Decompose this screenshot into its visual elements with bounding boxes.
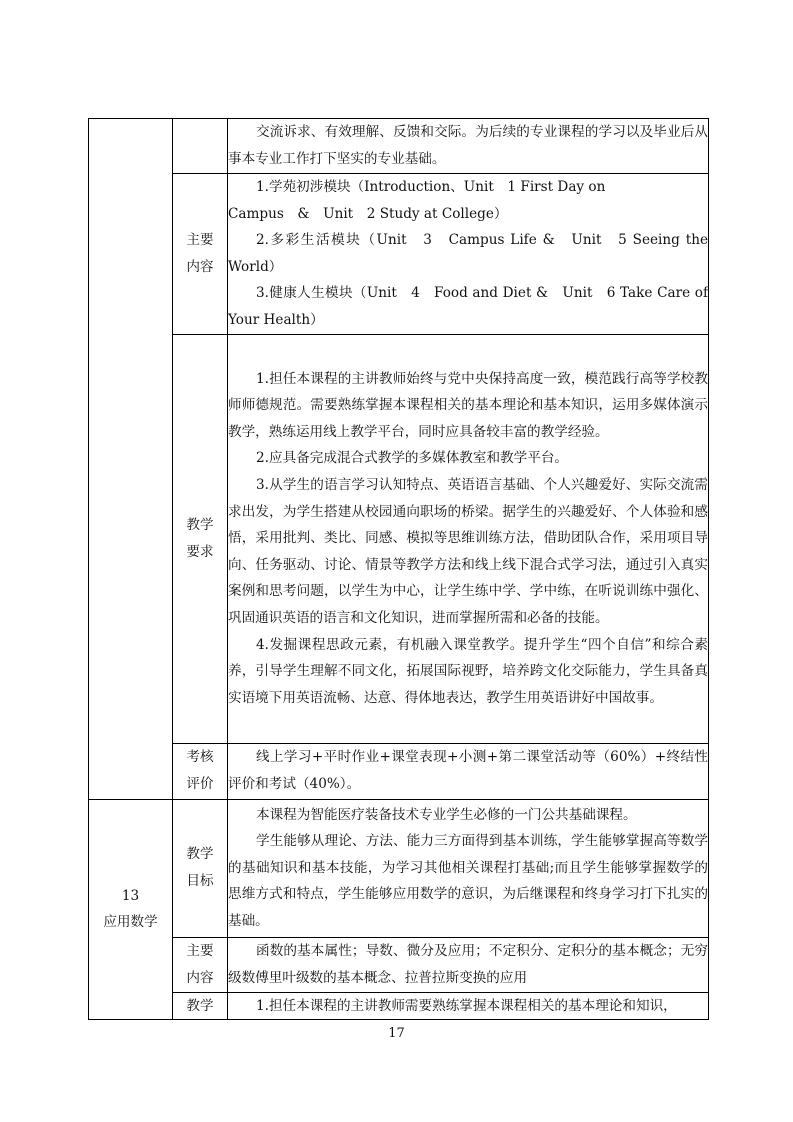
content-item-3: 3.健康人生模块（Unit 4 Food and Diet & Unit 6 Take Care of Your Health）: [228, 285, 708, 328]
content-label-line2: 内容: [186, 258, 214, 275]
content-label-line1: 主要: [186, 232, 214, 249]
course-cell-empty: [89, 119, 173, 800]
teaching-paragraph-2: 2.应具备完成混合式教学的多媒体教室和教学平台。: [256, 450, 569, 467]
content-item-1a: 1.学苑初涉模块（Introduction、Unit 1 First Day on: [256, 179, 606, 195]
content-label-cell: [173, 174, 228, 335]
goal-text-cell: [228, 799, 709, 937]
course-name: 应用数学: [103, 914, 158, 931]
math-teach-label: 教学: [186, 997, 214, 1014]
assessment-text-cell: [228, 743, 709, 799]
table-row: [89, 334, 709, 743]
assessment-label-line2: 评价: [186, 776, 214, 793]
assessment-label-cell: [173, 743, 228, 799]
teaching-paragraph-4: 4.发掘课程思政元素，有机融入课堂教学。提升学生“四个自信”和综合素养，引导学生理解不同文化，拓展国际视野，培养跨文化交际能力，学生具备真实语境下用英语流畅、达意、得体地表达，教学生用英语讲好中国故事。: [228, 636, 708, 706]
goal-label-line2: 目标: [186, 873, 214, 890]
content-item-1b: Campus & Unit 2 Study at College）: [228, 205, 508, 222]
continued-text: 交流诉求、有效理解、反馈和交际。为后续的专业课程的学习以及毕业后从事本专业工作打下坚实的专业基础。: [228, 124, 708, 167]
table-row: [89, 937, 709, 992]
math-content-text: 函数的基本属性；导数、微分及应用；不定积分、定积分的基本概念；无穷级数傅里叶级数的基本概念、拉普拉斯变换的应用: [228, 942, 708, 986]
math-content-text-cell: [228, 937, 709, 992]
goal-paragraph-1: 本课程为智能医疗装备技术专业学生必修的一门公共基础课程。: [256, 806, 637, 823]
table-row: [89, 174, 709, 335]
label-cell-empty: [173, 119, 228, 174]
teaching-label-line1: 教学: [186, 516, 214, 533]
teaching-label-line2: 要求: [186, 543, 214, 560]
teaching-text-cell: [228, 334, 709, 743]
table-row: [89, 119, 709, 174]
math-content-label-cell: [173, 937, 228, 992]
goal-paragraph-2: 学生能够从理论、方法、能力三方面得到基本训练，学生能够掌握高等数学的基础知识和基本技能，为学习其他相关课程打基础;而且学生能够掌握数学的思维方式和特点，学生能够应用数学的意识，为后继课程和终身学习打下扎实的基础。: [228, 833, 708, 929]
goal-label-cell: [173, 799, 228, 937]
math-teach-label-cell: [173, 992, 228, 1020]
course-13-cell: [89, 799, 173, 1020]
math-content-label-line1: 主要: [186, 942, 214, 959]
math-content-label-line2: 内容: [186, 969, 214, 986]
teaching-label-cell: [173, 334, 228, 743]
math-teach-text-cell: [228, 992, 709, 1020]
table-row: [89, 992, 709, 1020]
content-item-2: 2.多彩生活模块（Unit 3 Campus Life & Unit 5 Seeing the World）: [228, 232, 708, 275]
page-number: 17: [388, 1026, 405, 1041]
continued-text-cell: [228, 119, 709, 174]
teaching-paragraph-1: 1.担任本课程的主讲教师始终与党中央保持高度一致，模范践行高等学校教师师德规范。需要熟练掌握本课程相关的基本理论和基本知识，运用多媒体演示教学，熟练运用线上教学平台，同时应具备较丰富的教学经验。: [228, 370, 708, 440]
content-text-cell: [228, 174, 709, 335]
assessment-text: 线上学习+平时作业+课堂表现+小测+第二课堂活动等（60%）+终结性评价和考试（40%）。: [228, 749, 708, 793]
teaching-paragraph-3: 3.从学生的语言学习认知特点、英语语言基础、个人兴趣爱好、实际交流需求出发，为学生搭建从校园通向职场的桥梁。据学生的兴趣爱好、个人体验和感悟，采用批判、类比、同感、模拟等思维训练方法，借助团队合作，采用项目导向、任务驱动、讨论、情景等教学方法和线上线下混合式学习法，通过引入真实案例和思考问题，以学生为中心，让学生练中学、学中练，在听说训练中强化、巩固通识英语的语言和文化知识，进而掌握所需和必备的技能。: [228, 477, 708, 627]
table-row: [89, 799, 709, 937]
math-teach-text: 1.担任本课程的主讲教师需要熟练掌握本课程相关的基本理论和知识，: [256, 997, 677, 1014]
curriculum-table: [88, 118, 709, 1020]
table-row: [89, 743, 709, 799]
assessment-label-line1: 考核: [186, 749, 214, 766]
goal-label-line1: 教学: [186, 846, 214, 863]
course-number: 13: [121, 887, 140, 904]
